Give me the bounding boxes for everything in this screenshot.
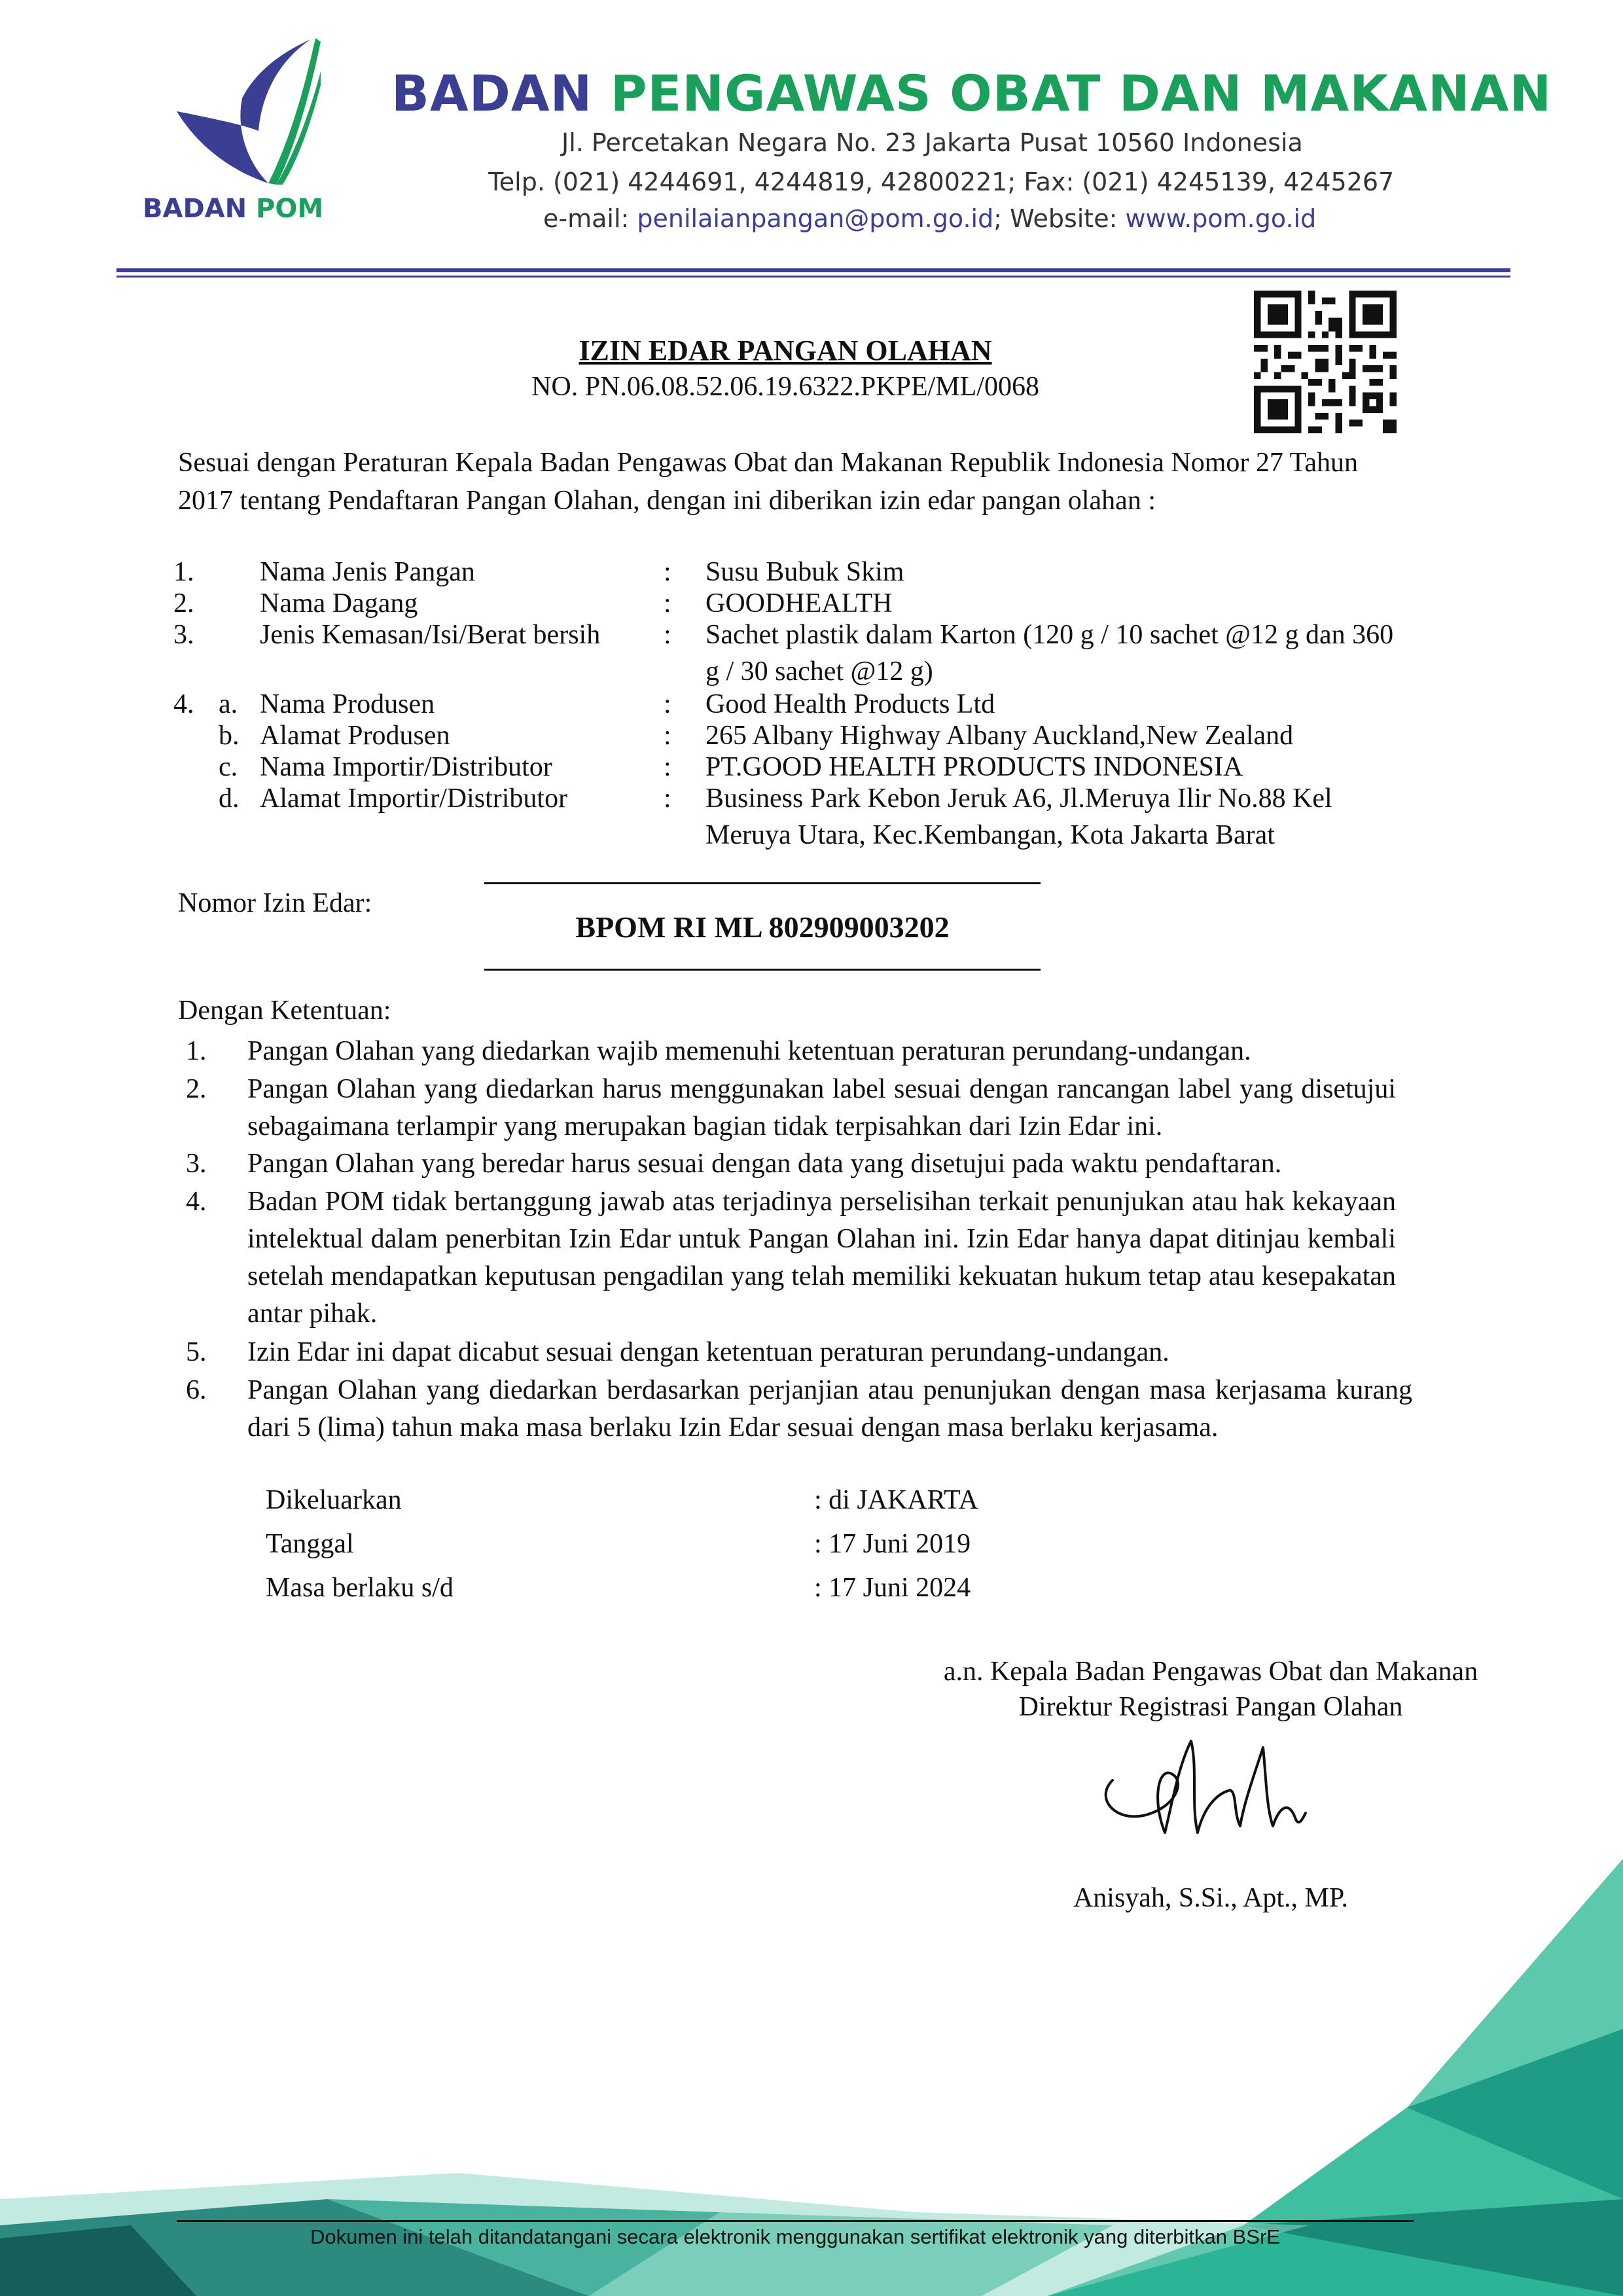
header-divider-thin — [116, 276, 1510, 278]
field-value: Susu Bubuk Skim — [705, 557, 904, 587]
org-phone: Telp. (021) 4244691, 4244819, 42800221; Fax: (021) 4245139, 4245267 — [488, 168, 1395, 196]
email-label: e-mail: — [543, 204, 637, 233]
email-link[interactable]: penilaianpangan@pom.go.id — [637, 204, 994, 233]
issued-date-value: : 17 Juni 2019 — [814, 1529, 971, 1559]
org-contact — [543, 204, 1316, 233]
logo-text-part1: BADAN — [143, 194, 247, 224]
signature-line2: Direktur Registrasi Pangan Olahan — [1018, 1692, 1403, 1722]
signature-line1: a.n. Kepala Badan Pengawas Obat dan Makanan — [943, 1657, 1478, 1687]
field-subletter: b. — [219, 721, 240, 751]
field-colon: : — [664, 689, 671, 719]
org-name-part2: PENGAWAS OBAT DAN MAKANAN — [610, 64, 1552, 122]
website-label: ; Website: — [993, 204, 1126, 233]
condition-text: Pangan Olahan yang diedarkan harus menggunakan label sesuai dengan rancangan label yang disetujui sebagaimana terlampir yang merupakan bagian tidak terpisahkan dari Izin Edar ini. — [247, 1074, 1396, 1141]
condition-text: Pangan Olahan yang beredar harus sesuai dengan data yang disetujui pada waktu pendaftaran. — [247, 1149, 1282, 1179]
condition-number: 6. — [186, 1375, 207, 1405]
field-colon: : — [664, 721, 671, 751]
issued-date-label: Tanggal — [266, 1529, 354, 1559]
condition-text: Pangan Olahan yang diedarkan berdasarkan perjanjian atau penunjukan dengan masa kerjasama kurang dari 5 (lima) tahun maka masa berlaku Izin Edar sesuai dengan masa berlaku kerjasama. — [247, 1375, 1412, 1443]
issued-at-value: : di JAKARTA — [814, 1485, 978, 1515]
field-colon: : — [664, 557, 671, 587]
field-colon: : — [664, 620, 671, 650]
logo-text-part2: POM — [256, 194, 324, 224]
header-divider-thick — [116, 268, 1510, 272]
org-name — [391, 64, 1552, 122]
issued-at-label: Dikeluarkan — [266, 1485, 402, 1515]
signatory-name: Anisyah, S.Si., Apt., MP. — [1073, 1883, 1349, 1913]
condition-text: Izin Edar ini dapat dicabut sesuai dengan ketentuan peraturan perundang-undangan. — [247, 1337, 1169, 1367]
document-number: NO. PN.06.08.52.06.19.6322.PKPE/ML/0068 — [531, 372, 1039, 402]
field-value: GOODHEALTH — [705, 588, 893, 619]
condition-number: 1. — [186, 1036, 207, 1066]
license-top-rule — [484, 882, 1041, 884]
license-label: Nomor Izin Edar: — [178, 888, 372, 918]
intro-paragraph: Sesuai dengan Peraturan Kepala Badan Pengawas Obat dan Makanan Republik Indonesia Nomor 27 Tahun 2017 tentang Pendaftaran Pangan Olahan, dengan ini diberikan izin edar pangan olahan : — [178, 448, 1358, 516]
document-title: IZIN EDAR PANGAN OLAHAN — [579, 334, 992, 367]
field-subletter: d. — [219, 783, 240, 814]
field-value: Sachet plastik dalam Karton (120 g / 10 sachet @12 g dan 360 g / 30 sachet @12 g) — [705, 620, 1394, 687]
org-name-part1: BADAN — [391, 64, 593, 122]
field-value: Good Health Products Ltd — [705, 689, 995, 719]
field-number: 2. — [173, 588, 194, 619]
condition-text: Badan POM tidak bertanggung jawab atas terjadinya perselisihan terkait penunjukan atau hak kekayaan intelektual dalam penerbitan Izin Edar untuk Pangan Olahan ini. Izin Edar hanya dapat ditinjau kembali setelah mendapatkan keputusan pengadilan yang telah memiliki kekuatan hukum tetap atau kesepakatan antar pihak. — [247, 1187, 1396, 1329]
valid-until-value: : 17 Juni 2024 — [814, 1573, 971, 1603]
website-link[interactable]: www.pom.go.id — [1125, 204, 1317, 233]
field-subletter: a. — [219, 689, 238, 719]
field-value: Business Park Kebon Jeruk A6, Jl.Meruya Ilir No.88 Kel Meruya Utara, Kec.Kembangan, Kota Jakarta Barat — [705, 783, 1332, 850]
field-number: 3. — [173, 620, 194, 650]
logo-wordmark — [143, 194, 323, 224]
condition-number: 5. — [186, 1337, 207, 1367]
license-bottom-rule — [484, 969, 1041, 971]
field-label: Alamat Produsen — [260, 721, 450, 751]
field-label: Nama Produsen — [260, 689, 435, 719]
field-label: Alamat Importir/Distributor — [260, 783, 568, 814]
condition-number: 3. — [186, 1149, 207, 1179]
handwritten-signature — [1099, 1728, 1322, 1846]
field-colon: : — [664, 752, 671, 782]
field-colon: : — [664, 783, 671, 814]
footer-divider — [177, 2220, 1414, 2222]
field-colon: : — [664, 588, 671, 619]
field-value: PT.GOOD HEALTH PRODUCTS INDONESIA — [705, 752, 1243, 782]
license-number: BPOM RI ML 802909003202 — [575, 910, 950, 944]
org-address: Jl. Percetakan Negara No. 23 Jakarta Pusat 10560 Indonesia — [562, 128, 1303, 157]
field-label: Nama Dagang — [260, 588, 418, 619]
field-label: Nama Importir/Distributor — [260, 752, 552, 782]
footer-note: Dokumen ini telah ditandatangani secara elektronik menggunakan sertifikat elektronik yang diterbitkan BSrE — [310, 2225, 1280, 2248]
condition-number: 4. — [186, 1187, 207, 1217]
badan-pom-logo — [170, 33, 321, 190]
field-value: 265 Albany Highway Albany Auckland,New Zealand — [705, 721, 1294, 751]
condition-number: 2. — [186, 1074, 207, 1104]
field-subletter: c. — [219, 752, 238, 782]
conditions-heading: Dengan Ketentuan: — [178, 996, 391, 1026]
field-label: Jenis Kemasan/Isi/Berat bersih — [260, 620, 601, 650]
field-number: 4. — [173, 689, 194, 719]
field-number: 1. — [173, 557, 194, 587]
field-label: Nama Jenis Pangan — [260, 557, 475, 587]
valid-until-label: Masa berlaku s/d — [266, 1573, 454, 1603]
condition-text: Pangan Olahan yang diedarkan wajib memenuhi ketentuan peraturan perundang-undangan. — [247, 1036, 1251, 1066]
